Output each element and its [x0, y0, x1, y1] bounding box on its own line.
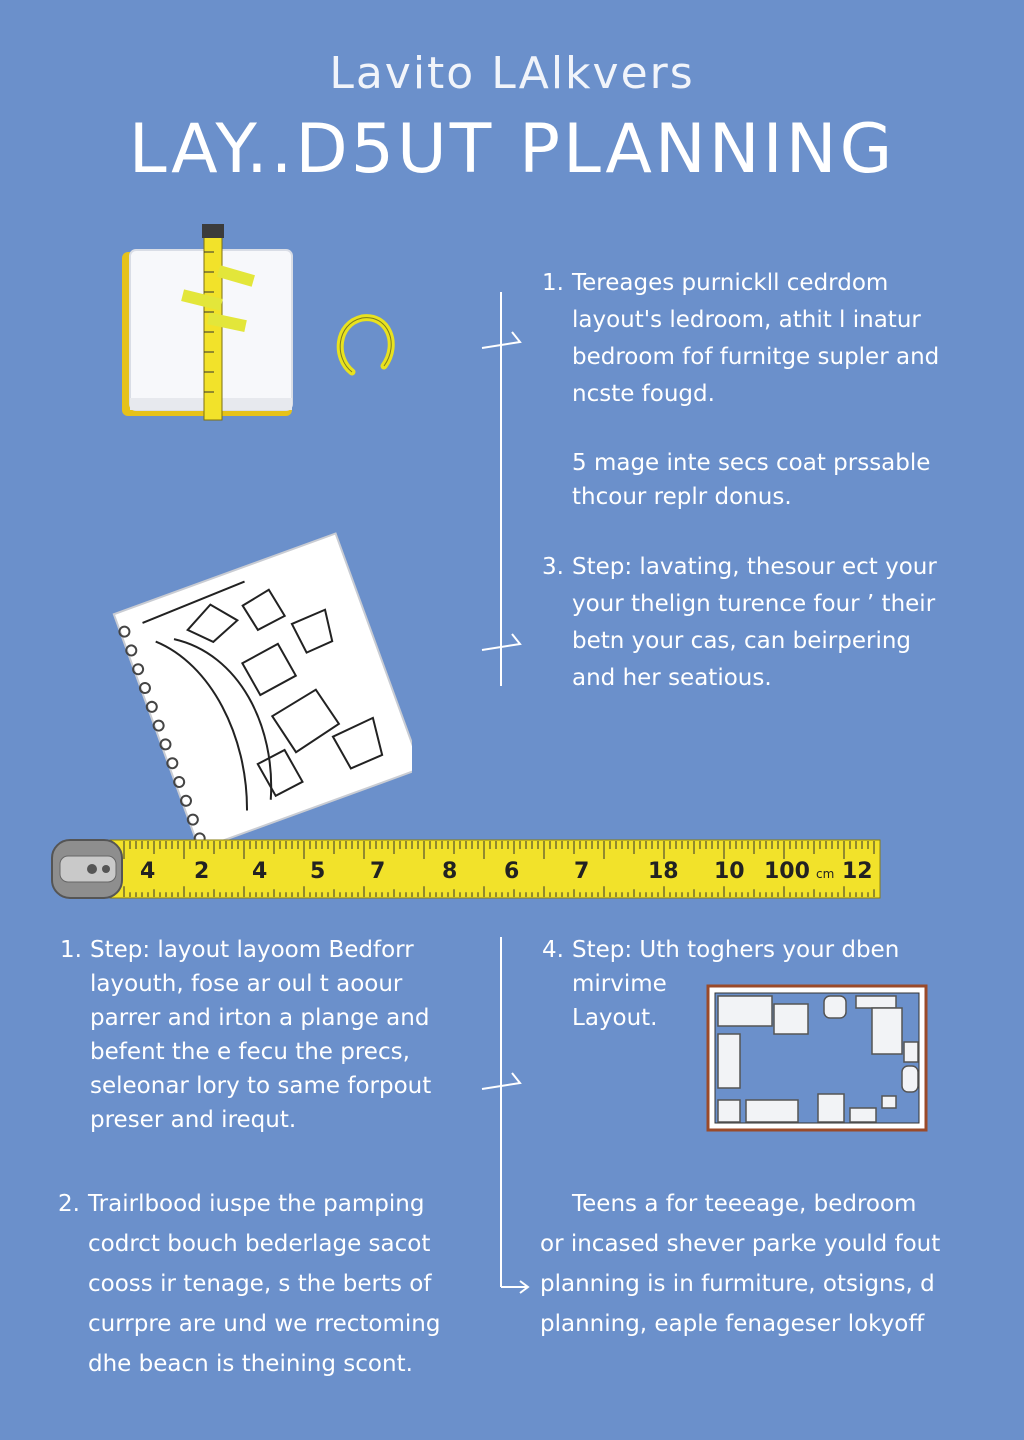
step-text-line: parrer and irton a plange and [90, 1005, 430, 1031]
bottom-step-1 [60, 933, 470, 1137]
step-text-line: Step: lavating, thesour ect your [572, 554, 937, 580]
step-number: 1. [542, 270, 564, 296]
tape-label: 2 [194, 859, 210, 884]
closing-text-line: planning is in furmiture, otsigns, d [540, 1271, 935, 1297]
arrow-icon [482, 1073, 528, 1293]
step-text-line: befent the e fecu the precs, [90, 1039, 410, 1065]
closing-text-line: or incased shever parke yould fout [540, 1231, 941, 1257]
top-step-1 [542, 265, 992, 413]
step-text-line: Layout. [572, 1005, 658, 1031]
step-text-line: and her seatious. [572, 665, 772, 691]
tape-label: 10 [714, 859, 745, 884]
step-text-line: seleonar lory to same forpout [90, 1073, 432, 1099]
step-text-line: thcour replr donus. [572, 484, 792, 510]
tape-label: 4 [140, 859, 156, 884]
page-subtitle: Lavito LAlkvers [329, 48, 695, 99]
top-step-2 [572, 446, 992, 514]
tape-label: 100 [764, 859, 810, 884]
step-text-line: layouth, fose ar oul t aoour [90, 971, 403, 997]
top-step-3 [542, 549, 992, 697]
step-text-line: ncste fougd. [572, 381, 715, 407]
page-title: LAY..D5UT PLANNING [128, 110, 896, 189]
tape-unit-label: cm [816, 867, 835, 881]
bottom-step-2 [58, 1184, 468, 1384]
floor-plan-icon [706, 984, 928, 1132]
tape-label: 7 [370, 859, 386, 884]
timeline-line-top [476, 290, 526, 690]
step-text-line: 5 mage inte secs coat prssable [572, 450, 931, 476]
tape-label: 6 [504, 859, 520, 884]
step-text-line: preser and irequt. [90, 1107, 297, 1133]
step-text-line: bedroom fof furnitge supler and [572, 344, 940, 370]
step-text-line: your thelign turence four ’ their [572, 591, 936, 617]
step-text-line: Step: Uth toghers your dben [572, 937, 900, 963]
step-text-line: Step: layout layoom Bedforr [90, 937, 414, 963]
closing-text-line: Teens a for teeeage, bedroom [572, 1191, 917, 1217]
step-text-line: Trairlbood iuspe the pamping [88, 1191, 425, 1217]
step-number: 2. [58, 1191, 80, 1217]
tape-label: 8 [442, 859, 458, 884]
step-number: 3. [542, 554, 564, 580]
notebook-icon [118, 222, 308, 422]
tape-roll-icon [330, 308, 400, 378]
step-number: 1. [60, 937, 82, 963]
step-text-line: cooss ir tenage, s the berts of [88, 1271, 432, 1297]
tape-label: 18 [648, 859, 679, 884]
step-text-line: codrct bouch bederlage sacot [88, 1231, 431, 1257]
sketchbook-icon [112, 528, 412, 843]
step-text-line: Tereages purnickll cedrdom [572, 270, 889, 296]
step-text-line: betn your cas, can beirpering [572, 628, 912, 654]
closing-text-line: planning, eaple fenageser lokyoff [540, 1311, 925, 1337]
step-text-line: layout's ledroom, athit l inatur [572, 307, 921, 333]
tape-measure [50, 836, 882, 902]
step-text-line: mirvime [572, 971, 667, 997]
timeline-line-bottom [476, 935, 536, 1295]
tape-label: 12 [842, 859, 873, 884]
tape-label: 7 [574, 859, 590, 884]
step-text-line: currpre are und we rrectoming [88, 1311, 441, 1337]
tape-label: 5 [310, 859, 326, 884]
closing-paragraph [540, 1184, 980, 1344]
tape-label: 4 [252, 859, 268, 884]
step-text-line: dhe beacn is theining scont. [88, 1351, 413, 1377]
step-number: 4. [542, 937, 564, 963]
